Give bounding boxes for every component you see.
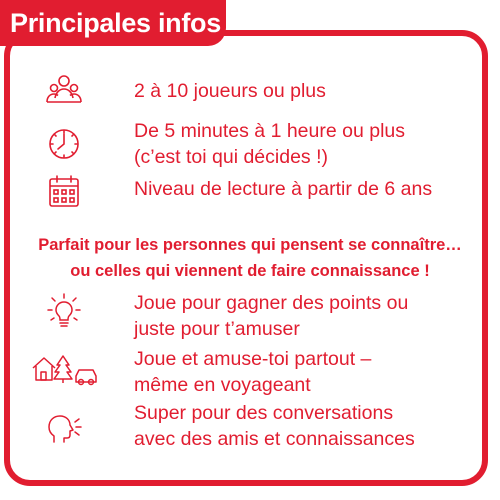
talking-head-icon [42, 406, 86, 450]
title-banner [0, 0, 226, 46]
info-item-duration [0, 118, 500, 166]
feature-item-text: Super pour des conversations avec des amis et connaissances [134, 402, 415, 450]
house-tree-car-icon [30, 346, 100, 390]
info-item-reading-level [0, 170, 500, 218]
tagline [0, 232, 500, 284]
info-item-text: De 5 minutes à 1 heure ou plus (c’est toi qui décides !) [134, 120, 406, 168]
tagline-line-1: Parfait pour les personnes qui pensent se connaître… [38, 236, 462, 254]
lightbulb-icon [42, 290, 86, 334]
info-item-players [0, 68, 500, 116]
players-icon [42, 68, 86, 112]
feature-item-text: Joue et amuse-toi partout – même en voyageant [134, 348, 372, 396]
feature-item-conversations [0, 404, 500, 452]
feature-item-points [0, 290, 500, 338]
clock-icon [42, 122, 86, 166]
feature-item-travel [0, 346, 500, 394]
feature-item-text: Joue pour gagner des points ou juste pour t’amuser [134, 292, 409, 340]
info-item-text: 2 à 10 joueurs ou plus [134, 80, 326, 102]
calendar-icon [42, 170, 86, 214]
page-title: Principales infos [10, 7, 221, 38]
tagline-line-2: ou celles qui viennent de faire connaissance ! [70, 262, 430, 280]
info-item-text: Niveau de lecture à partir de 6 ans [134, 178, 433, 200]
